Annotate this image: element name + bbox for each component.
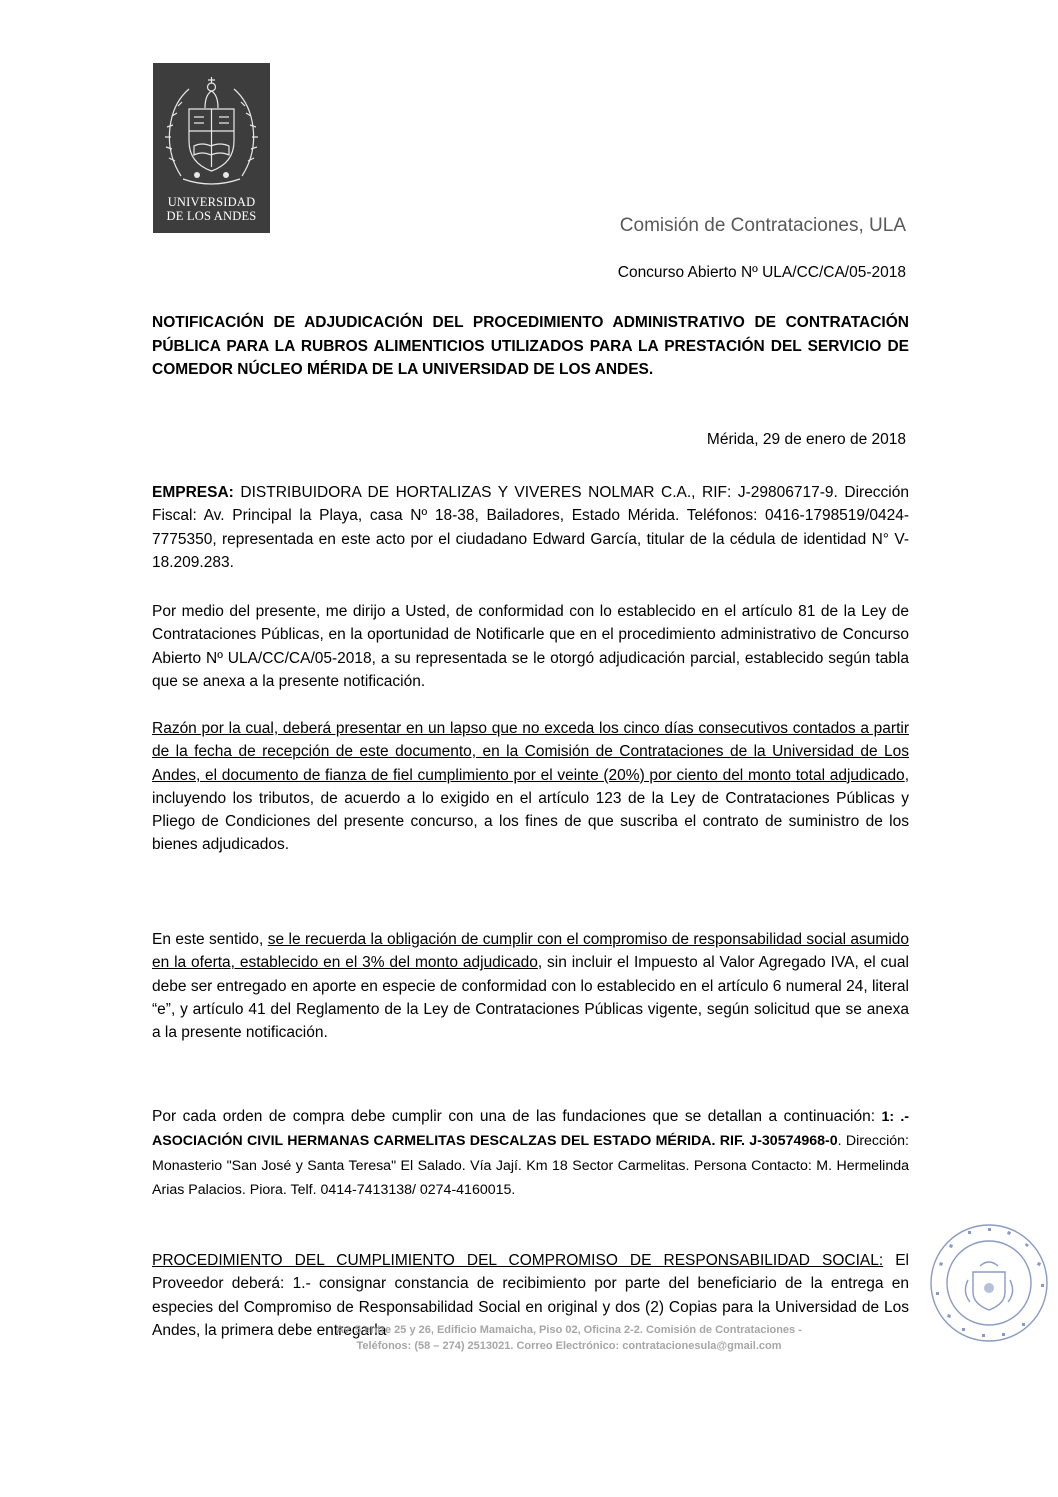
logo-text-line2: DE LOS ANDES	[166, 209, 257, 223]
coat-of-arms-icon	[161, 71, 262, 191]
logo-text-line1: UNIVERSIDAD	[167, 195, 256, 209]
footer-address: Av. 5 entre 25 y 26, Edificio Mamaicha, Piso 02, Oficina 2-2. Comisión de Contrataciones -	[336, 1324, 802, 1336]
university-logo	[153, 63, 270, 233]
empresa-label: EMPRESA:	[152, 484, 234, 501]
notice-title: NOTIFICACIÓN DE ADJUDICACIÓN DEL PROCEDIMIENTO ADMINISTRATIVO DE CONTRATACIÓN PÚBLICA PARA LA RUBROS ALIMENTICIOS UTILIZADOS PARA LA PRESTACIÓN DEL SERVICIO DE COMEDOR NÚCLEO MÉRIDA DE LA UNIVERSIDAD DE LOS ANDES.	[152, 314, 909, 378]
rs-start-text: En este sentido,	[152, 931, 268, 948]
fundaciones-intro-text: Por cada orden de compra debe cumplir con una de las fundaciones que se detallan a continuación:	[152, 1108, 882, 1125]
fianza-rest-text: , incluyendo los tributos, de acuerdo a lo exigido en el artículo 123 de la Ley de Contrataciones Públicas y Pliego de Condiciones del presente concurso, a los fines de que suscriba el contrato de suministro de los bienes adjudicados.	[152, 766, 909, 854]
paragraph-empresa	[152, 481, 909, 574]
fundacion-details: . Dirección: Monasterio "San José y Santa Teresa" El Salado. Vía Jají. Km 18 Sector Carmelitas. Persona Contacto: M. Hermelinda Arias Palacios. Piora. Telf. 0414-7413138/ 0274-4160015.	[152, 1133, 909, 1198]
fundacion-name: 1: .-ASOCIACIÓN CIVIL HERMANAS CARMELITAS DESCALZAS DEL ESTADO MÉRIDA. RIF. J-30574968-0	[152, 1109, 909, 1150]
empresa-text: DISTRIBUIDORA DE HORTALIZAS Y VIVERES NOLMAR C.A., RIF: J-29806717-9. Dirección Fiscal: Av. Principal la Playa, casa Nº 18-38, Bailadores, Estado Mérida. Teléfonos: 0416-1798519/0424-7775350, representada en este acto por el ciudadano Edward García, titular de la cédula de identidad N° V-18.209.283.	[152, 484, 909, 571]
paragraph-fundaciones	[152, 1105, 909, 1202]
concurso-reference: Concurso Abierto Nº ULA/CC/CA/05-2018	[617, 264, 906, 281]
header-title: Comisión de Contrataciones, ULA	[619, 215, 906, 236]
rs-underlined-text: se le recuerda la obligación de cumplir con el compromiso de responsabilidad social asumido en la oferta, establecido en el 3% del monto adjudicado	[152, 931, 909, 972]
footer-contact: Teléfonos: (58 – 274) 2513021. Correo Electrónico: contratacionesula@gmail.com	[356, 1340, 782, 1352]
procedimiento-heading: PROCEDIMIENTO DEL CUMPLIMIENTO DEL COMPROMISO DE RESPONSABILIDAD SOCIAL:	[152, 1252, 884, 1269]
paragraph-notification: Por medio del presente, me dirijo a Usted, de conformidad con lo establecido en el artículo 81 de la Ley de Contrataciones Públicas, en la oportunidad de Notificarle que en el procedimiento administrativo de Concurso Abierto Nº ULA/CC/CA/05-2018, a su representada se le otorgó adjudicación parcial, establecido según tabla que se anexa a la presente notificación.	[152, 603, 909, 690]
document-date: Mérida, 29 de enero de 2018	[706, 431, 906, 448]
procedimiento-text: El Proveedor deberá: 1.- consignar constancia de recibimiento por parte del beneficiario de la entrega en especies del Compromiso de Responsabilidad Social en original y dos (2) Copias para la Universidad de Los Andes, la primera debe entregarla	[152, 1252, 909, 1339]
fianza-underlined-text: Razón por la cual, deberá presentar en un lapso que no exceda los cinco días consecutivos contados a partir de la fecha de recepción de este documento, en la Comisión de Contrataciones de la Universidad de Los Andes, el documento de fianza de fiel cumplimiento por el veinte (20%) por ciento del monto total adjudicado	[152, 720, 909, 784]
paragraph-fianza	[152, 717, 909, 857]
paragraph-responsabilidad-social	[152, 928, 909, 1044]
rs-rest-text: , sin incluir el Impuesto al Valor Agregado IVA, el cual debe ser entregado en aporte en especie de conformidad con lo establecido en el artículo 6 numeral 24, literal “e”, y artículo 41 del Reglamento de la Ley de Contrataciones Públicas vigente, según solicitud que se anexa a la presente notificación.	[152, 954, 909, 1042]
